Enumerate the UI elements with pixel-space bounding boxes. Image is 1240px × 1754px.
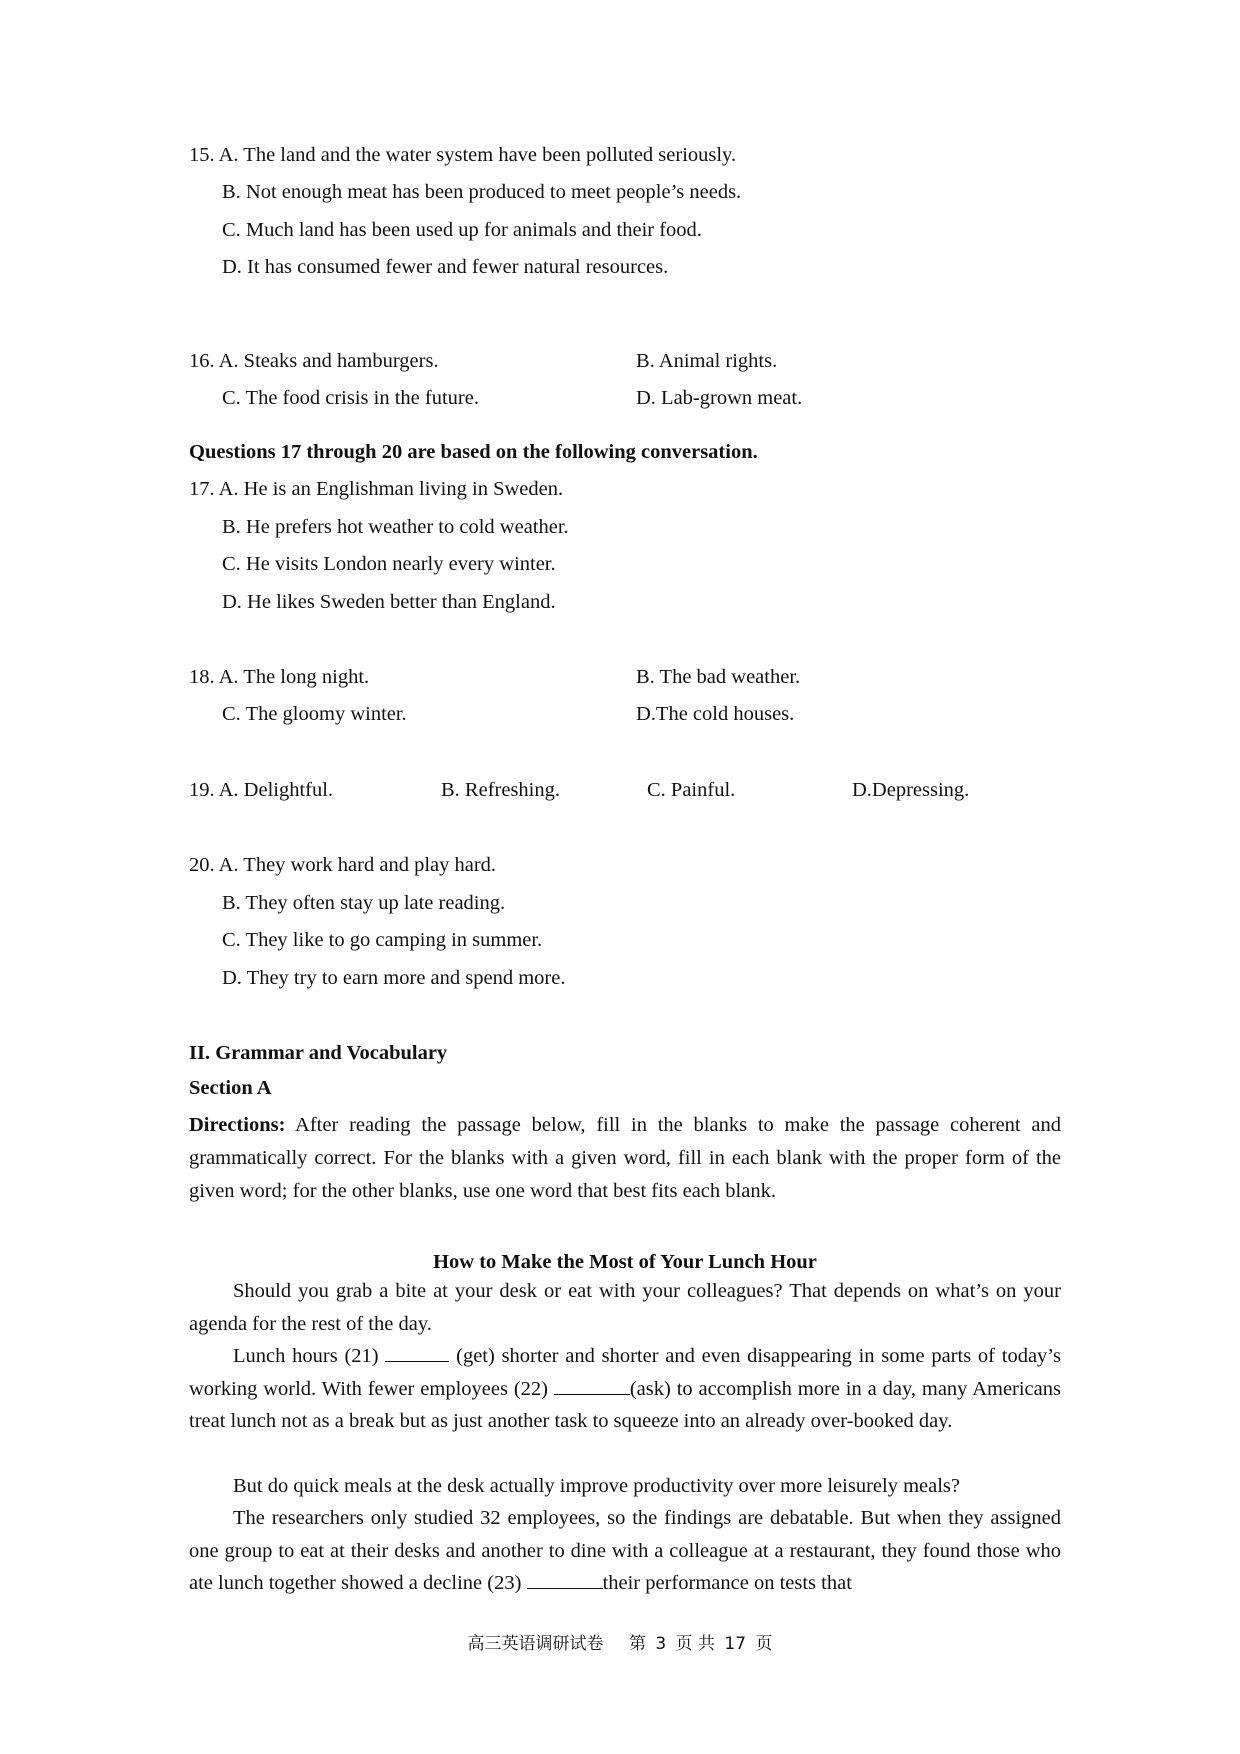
footer-page-number: 3 [655,1634,667,1654]
q15-option-c: C. Much land has been used up for animals and their food. [222,219,702,241]
blank-23[interactable] [527,1568,603,1589]
q18-option-b: B. The bad weather. [636,666,801,688]
passage-p2-part-b: (get) shorter and shorter and even disappearing in some parts of today’s working world. With fewer employees (22) [189,1345,1061,1400]
q19-option-d: D.Depressing. [852,779,970,801]
q17-option-c: C. He visits London nearly every winter. [222,553,556,575]
q15-option-b: B. Not enough meat has been produced to meet people’s needs. [222,181,742,203]
q18-option-a: 18. A. The long night. [189,666,370,688]
passage-paragraph-4 [189,1502,1061,1600]
passage-p4-part-b: their performance on tests that [602,1572,852,1594]
directions-text: After reading the passage below, fill in the blanks to make the passage coherent and grammatically correct. For the blanks with a given word, fill in each blank with the proper form of the given word; for the other blanks, use one word that best fits each blank. [189,1114,1061,1202]
page-footer [0,1632,1240,1656]
directions-paragraph [189,1109,1061,1208]
q16-option-c: C. The food crisis in the future. [222,387,479,409]
q18-option-c: C. The gloomy winter. [222,703,407,725]
passage-p2-part-a: Lunch hours (21) [233,1345,386,1367]
q17-option-d: D. He likes Sweden better than England. [222,591,556,613]
q20-option-c: C. They like to go camping in summer. [222,929,543,951]
q20-option-d: D. They try to earn more and spend more. [222,967,566,989]
passage-p2-part-c: (ask) to accomplish more in a day, many Americans treat lunch not as a break but as just another task to squeeze into an already over-booked day. [189,1377,1061,1432]
footer-total-pages: 17 [724,1634,747,1654]
q19-option-b: B. Refreshing. [441,779,560,801]
passage-title: How to Make the Most of Your Lunch Hour [433,1251,817,1273]
q16-option-d: D. Lab-grown meat. [636,387,803,409]
footer-page-end: 页 [755,1634,773,1654]
passage-paragraph-2 [189,1340,1061,1438]
q15-option-d: D. It has consumed fewer and fewer natural resources. [222,256,669,278]
footer-page-label: 第 [628,1634,646,1654]
passage-paragraph-1: Should you grab a bite at your desk or eat with your colleagues? That depends on what’s on your agenda for the rest of the day. [189,1280,1061,1335]
passage-paragraph-3: But do quick meals at the desk actually improve productivity over more leisurely meals? [233,1475,960,1497]
directions-label: Directions: [189,1114,286,1136]
conversation-heading: Questions 17 through 20 are based on the following conversation. [189,441,758,463]
passage-p4-part-a: The researchers only studied 32 employees, so the findings are debatable. But when they assigned one group to eat at their desks and another to dine with a colleague at a restaurant, they found those who ate lunch together showed a decline (23) [189,1507,1061,1594]
q16-option-a: 16. A. Steaks and hamburgers. [189,350,439,372]
q20-option-a: 20. A. They work hard and play hard. [189,854,497,876]
q17-option-b: B. He prefers hot weather to cold weather. [222,516,569,538]
q17-option-a: 17. A. He is an Englishman living in Sweden. [189,478,564,500]
blank-22[interactable] [554,1374,630,1395]
blank-21[interactable] [385,1341,449,1362]
part-two-heading: II. Grammar and Vocabulary [189,1042,448,1064]
section-a-heading: Section A [189,1077,272,1099]
q19-option-c: C. Painful. [647,779,736,801]
q16-option-b: B. Animal rights. [636,350,778,372]
footer-title: 高三英语调研试卷 [467,1634,604,1654]
q20-option-b: B. They often stay up late reading. [222,892,506,914]
q15-option-a: 15. A. The land and the water system have been polluted seriously. [189,144,737,166]
footer-page-mid: 页 共 [675,1634,715,1654]
q19-option-a: 19. A. Delightful. [189,779,334,801]
q18-option-d: D.The cold houses. [636,703,795,725]
